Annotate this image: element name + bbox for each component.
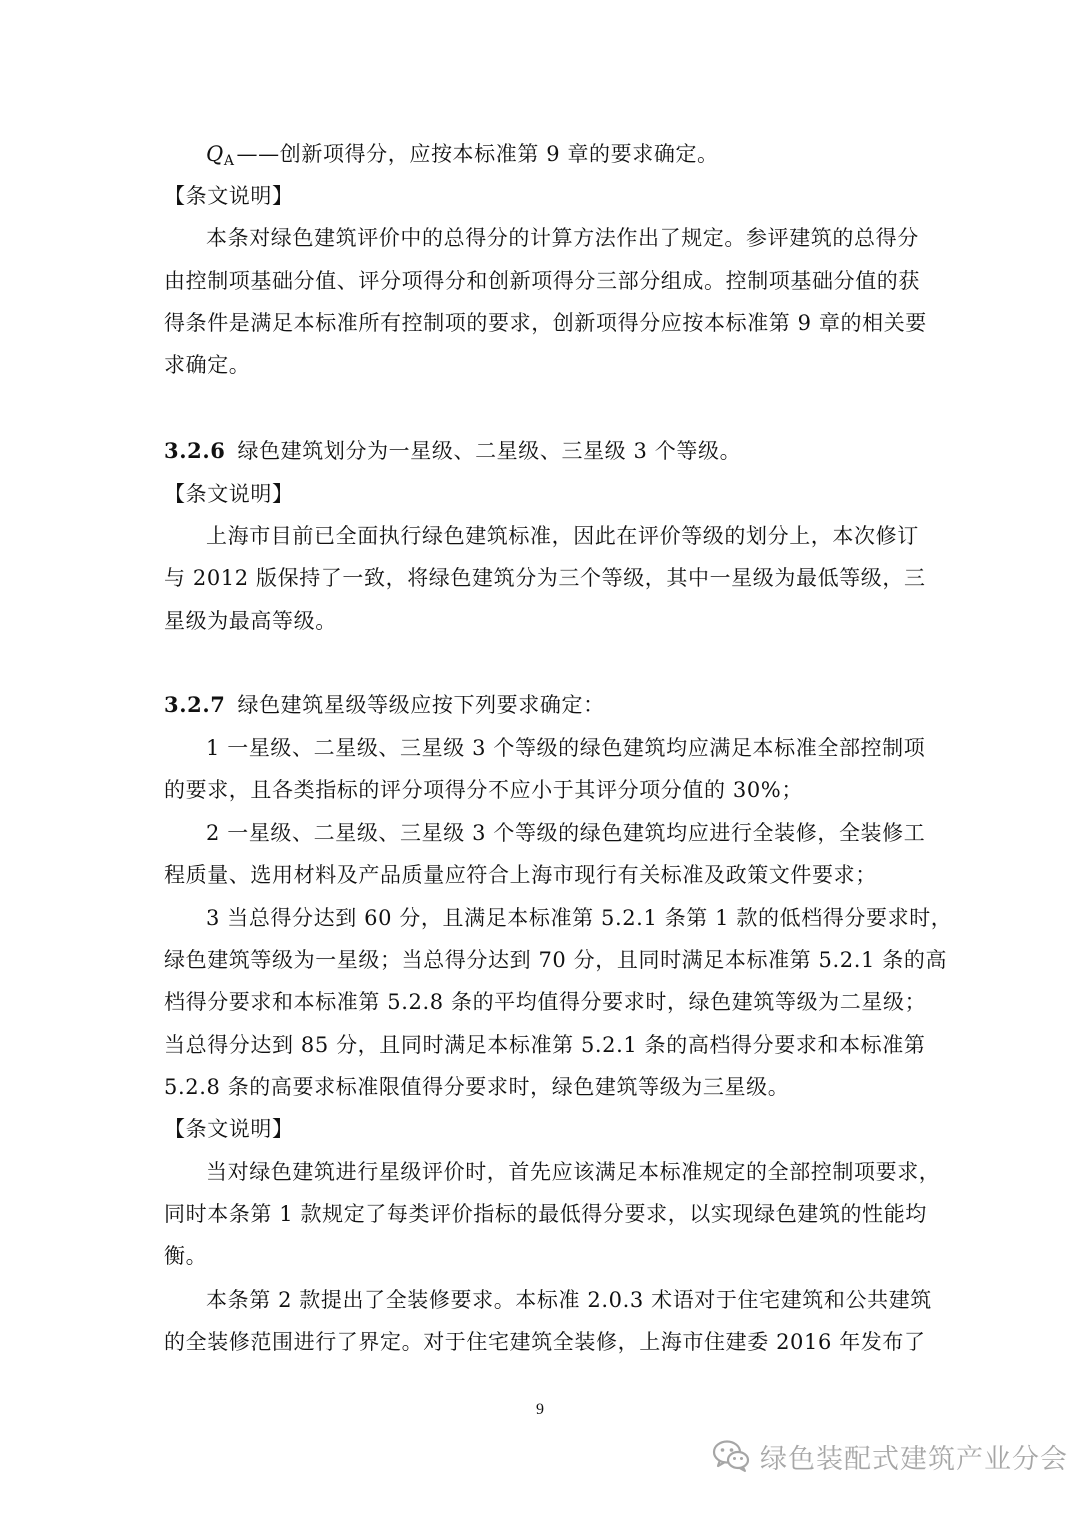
formula-definition-text: ——创新项得分，应按本标准第 9 章的要求确定。 xyxy=(236,142,719,166)
watermark-text: 绿色装配式建筑产业分会 xyxy=(760,1443,1068,1475)
clause-3-2-7 xyxy=(164,690,605,720)
note-heading: 【条文说明】 xyxy=(164,482,294,506)
note-line: 衡。 xyxy=(164,1244,208,1268)
clause-3-2-6 xyxy=(164,436,741,466)
note-line: 本条对绿色建筑评价中的总得分的计算方法作出了规定。参评建筑的总得分 xyxy=(206,226,919,250)
note-line: 上海市目前已全面执行绿色建筑标准，因此在评价等级的划分上，本次修订 xyxy=(206,524,919,548)
note-line: 得条件是满足本标准所有控制项的要求，创新项得分应按本标准第 9 章的相关要 xyxy=(164,311,927,335)
list-item-1-continued: 的要求，且各类指标的评分项得分不应小于其评分项分值的 30%； xyxy=(164,778,803,802)
list-item-3-continued: 当总得分达到 85 分，且同时满足本标准第 5.2.1 条的高档得分要求和本标准第 xyxy=(164,1033,926,1057)
list-item-3-continued: 档得分要求和本标准第 5.2.8 条的平均值得分要求时，绿色建筑等级为二星级； xyxy=(164,990,927,1014)
wechat-icon xyxy=(712,1439,750,1473)
list-item-2-continued: 程质量、选用材料及产品质量应符合上海市现行有关标准及政策文件要求； xyxy=(164,863,877,887)
note-line: 求确定。 xyxy=(164,353,251,377)
note-line: 同时本条第 1 款规定了每类评价指标的最低得分要求，以实现绿色建筑的性能均 xyxy=(164,1202,927,1226)
clause-text: 绿色建筑划分为一星级、二星级、三星级 3 个等级。 xyxy=(237,439,742,463)
clause-text: 绿色建筑星级等级应按下列要求确定： xyxy=(237,693,605,717)
note-line: 与 2012 版保持了一致，将绿色建筑分为三个等级，其中一星级为最低等级，三 xyxy=(164,566,926,590)
list-item-1: 1 一星级、二星级、三星级 3 个等级的绿色建筑均应满足本标准全部控制项 xyxy=(206,736,926,760)
note-line: 的全装修范围进行了界定。对于住宅建筑全装修，上海市住建委 2016 年发布了 xyxy=(164,1330,926,1354)
list-item-2: 2 一星级、二星级、三星级 3 个等级的绿色建筑均应进行全装修，全装修工 xyxy=(206,821,926,845)
note-heading: 【条文说明】 xyxy=(164,184,294,208)
page-number: 9 xyxy=(536,1401,544,1418)
note-heading: 【条文说明】 xyxy=(164,1117,294,1141)
formula-variable: Q xyxy=(206,142,224,166)
note-line: 当对绿色建筑进行星级评价时，首先应该满足本标准规定的全部控制项要求， xyxy=(206,1160,941,1184)
list-item-3-continued: 5.2.8 条的高要求标准限值得分要求时，绿色建筑等级为三星级。 xyxy=(164,1075,790,1099)
list-item-3-continued: 绿色建筑等级为一星级；当总得分达到 70 分，且同时满足本标准第 5.2.1 条的高 xyxy=(164,948,948,972)
clause-number: 3.2.6 xyxy=(164,438,226,463)
formula-subscript: A xyxy=(223,153,235,169)
formula-definition xyxy=(206,139,719,172)
note-line: 本条第 2 款提出了全装修要求。本标准 2.0.3 术语对于住宅建筑和公共建筑 xyxy=(206,1288,932,1312)
note-line: 星级为最高等级。 xyxy=(164,609,337,633)
watermark xyxy=(712,1436,1068,1476)
clause-number: 3.2.7 xyxy=(164,692,226,717)
note-line: 由控制项基础分值、评分项得分和创新项得分三部分组成。控制项基础分值的获 xyxy=(164,269,920,293)
list-item-3: 3 当总得分达到 60 分，且满足本标准第 5.2.1 条第 1 款的低档得分要求时， xyxy=(206,906,953,930)
